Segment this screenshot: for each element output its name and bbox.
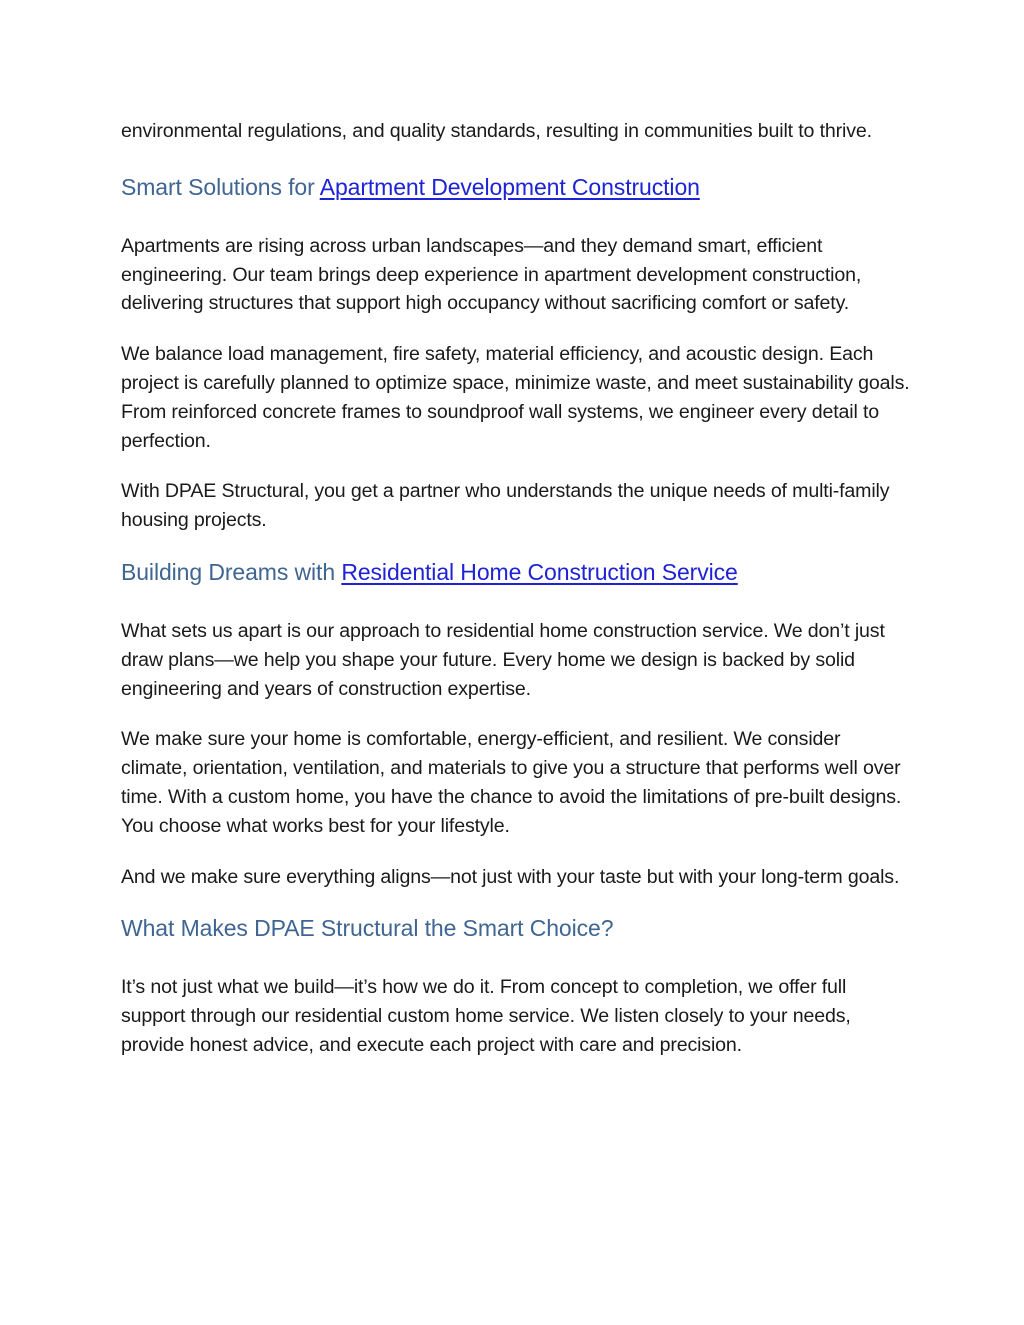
- apartment-paragraph: Apartments are rising across urban landscapes—and they demand smart, efficient engineering. Our team brings deep experience in apartment development construction, delivering structures that support high occupancy without sacrificing comfort or safety.: [121, 234, 862, 315]
- apartment-paragraph: We balance load management, fire safety, material efficiency, and acoustic design. Each project is carefully planned to optimize space, minimize waste, and meet sustainability goals. From reinforced concrete frames to soundproof wall systems, we engineer every detail to perfection.: [121, 343, 910, 452]
- residential-paragraph: What sets us apart is our approach to residential home construction service. We don’t just draw plans—we help you shape your future. Every home we design is backed by solid engineering and years of construction expertise.: [121, 619, 885, 700]
- residential-paragraph: And we make sure everything aligns—not just with your taste but with your long-term goals.: [121, 865, 900, 888]
- residential-heading-prefix: Building Dreams with: [121, 558, 342, 585]
- apartment-section-heading: [121, 172, 911, 202]
- document-page: [121, 117, 911, 1082]
- apartment-development-link[interactable]: Apartment Development Construction: [319, 173, 700, 200]
- intro-paragraph: environmental regulations, and quality standards, resulting in communities built to thrive.: [121, 120, 872, 142]
- choice-section-heading: What Makes DPAE Structural the Smart Choice?: [121, 915, 614, 942]
- residential-paragraph: We make sure your home is comfortable, energy-efficient, and resilient. We consider climate, orientation, ventilation, and materials to give you a structure that performs well over time. With a custom home, you have the chance to avoid the limitations of pre-built designs. You choose what works best for your lifestyle.: [121, 728, 902, 837]
- apartment-heading-prefix: Smart Solutions for: [121, 173, 320, 200]
- residential-home-construction-link[interactable]: Residential Home Construction Service: [341, 558, 738, 585]
- residential-section-heading: [121, 557, 911, 587]
- apartment-paragraph: With DPAE Structural, you get a partner who understands the unique needs of multi-family housing projects.: [121, 480, 890, 532]
- choice-paragraph: It’s not just what we build—it’s how we do it. From concept to completion, we offer full support through our residential custom home service. We listen closely to your needs, provide honest advice, and execute each project with care and precision.: [121, 976, 851, 1056]
